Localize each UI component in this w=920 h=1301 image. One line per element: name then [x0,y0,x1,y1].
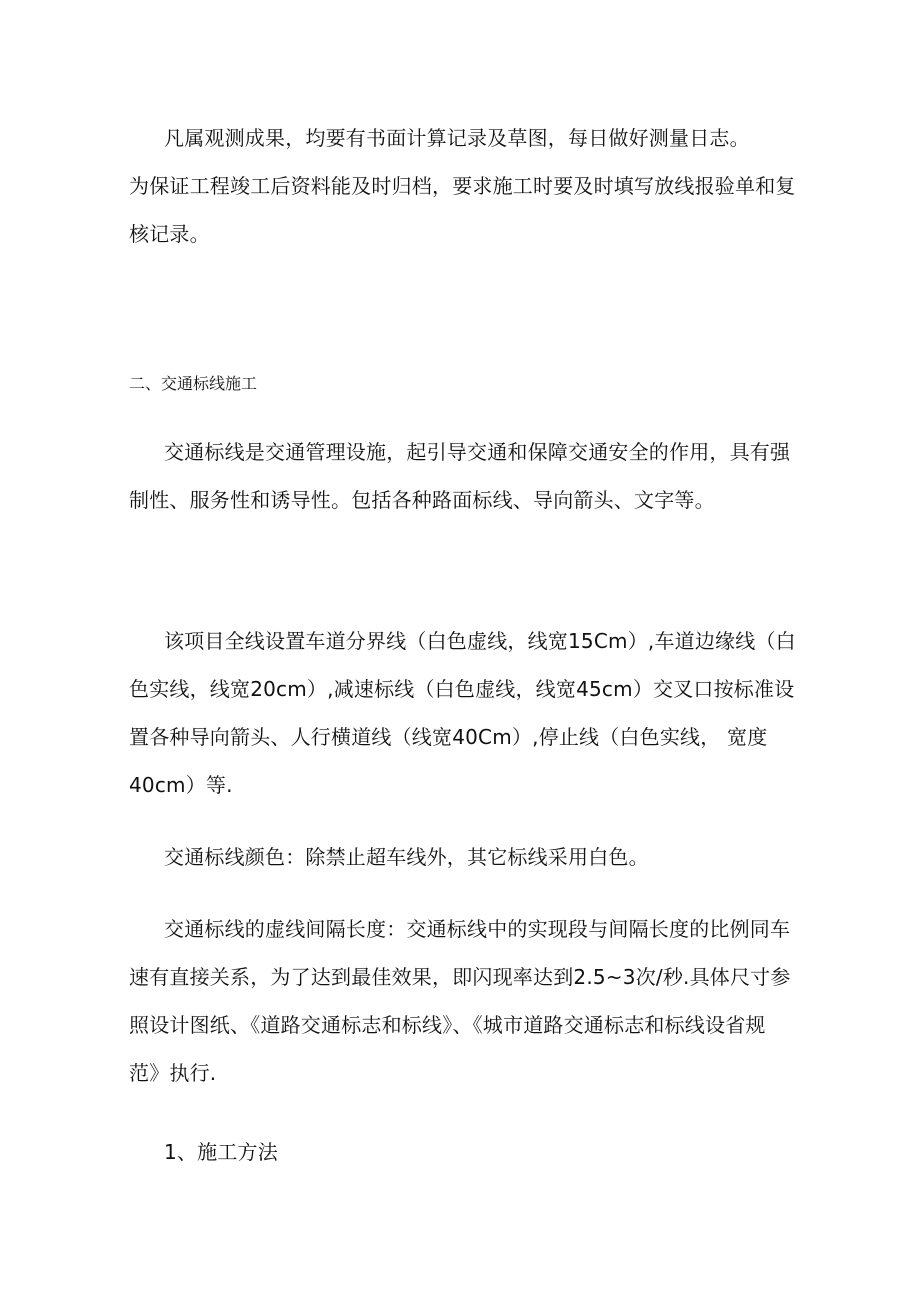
subheading-construction-method: 1、施工方法 [164,1140,278,1164]
paragraph-project-lines-line-1: 该项目全线设置车道分界线（白色虚线，线宽15Cm）,车道边缘线（白 [164,629,796,653]
paragraph-dash-interval-line-1: 交通标线的虚线间隔长度：交通标线中的实现段与间隔长度的比例同车 [164,917,791,941]
paragraph-archive-line-1: 为保证工程竣工后资料能及时归档，要求施工时要及时填写放线报验单和复 [129,174,796,198]
paragraph-dash-interval-line-2: 速有直接关系，为了达到最佳效果，即闪现率达到2.5~3次/秒.具体尺寸参 [129,965,791,989]
paragraph-dash-interval-line-4: 范》执行. [129,1061,217,1085]
paragraph-project-lines-line-3: 置各种导向箭头、人行横道线（线宽40Cm）,停止线（白色实线， 宽度 [129,725,768,749]
paragraph-marking-color: 交通标线颜色：除禁止超车线外，其它标线采用白色。 [164,845,649,869]
paragraph-marking-intro-line-1: 交通标线是交通管理设施，起引导交通和保障交通安全的作用，具有强 [164,440,791,464]
paragraph-dash-interval-line-3: 照设计图纸、《道路交通标志和标线》、《城市道路交通标志和标线设省规 [129,1013,766,1037]
paragraph-archive-line-2: 核记录。 [129,222,210,246]
paragraph-marking-intro-line-2: 制性、服务性和诱导性。包括各种路面标线、导向箭头、文字等。 [129,488,715,512]
paragraph-survey-log: 凡属观测成果，均要有书面计算记录及草图，每日做好测量日志。 [164,126,750,150]
paragraph-project-lines-line-2: 色实线，线宽20cm）,减速标线（白色虚线，线宽45cm）交叉口按标准设 [129,677,795,701]
paragraph-project-lines-line-4: 40cm）等. [129,773,233,797]
section-heading-traffic-marking: 二、交通标线施工 [129,374,258,393]
